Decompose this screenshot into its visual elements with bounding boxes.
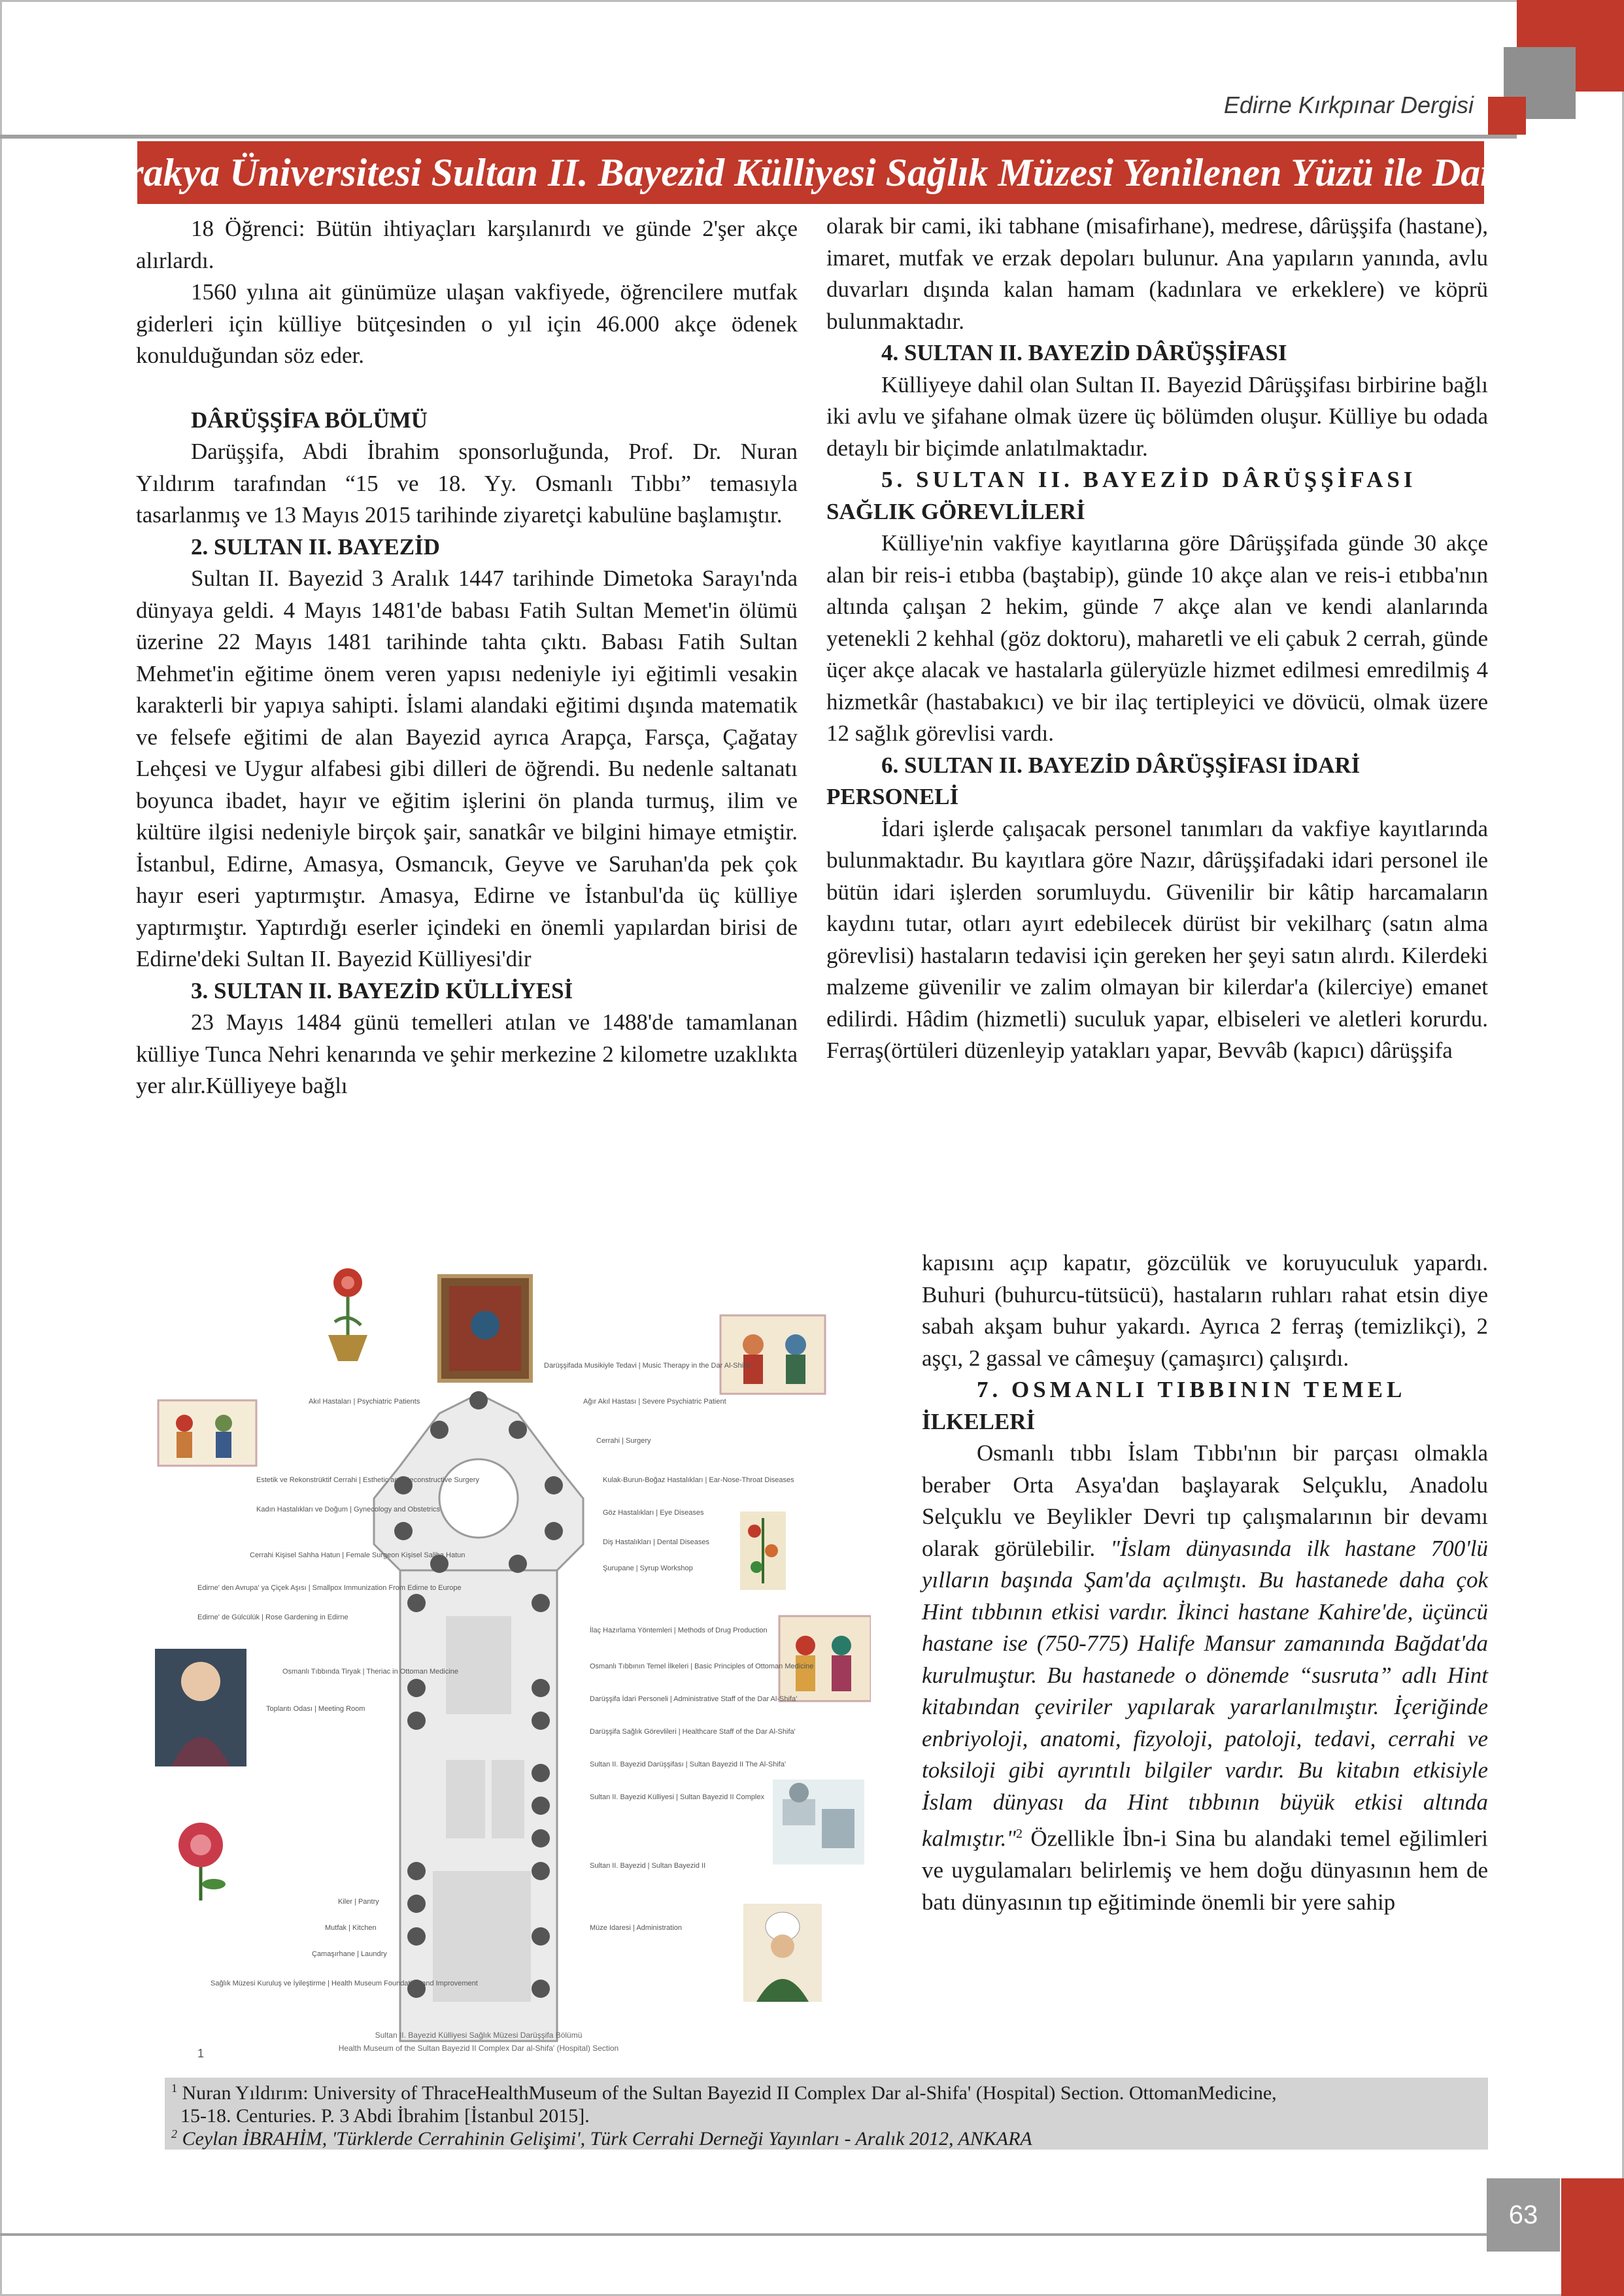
footer-rule [0, 2233, 1487, 2236]
header-rule [0, 135, 1517, 139]
footnote-1 [171, 2082, 1277, 2104]
section-heading: 5. SULTAN II. BAYEZİD DÂRÜŞŞİFASI [881, 467, 1417, 492]
plan-label: Darüşşifa Sağlık Görevlileri | Healthcare Staff of the Dar Al-Shifa' [590, 1728, 796, 1736]
section-heading: İLKELERİ [922, 1408, 1036, 1434]
plan-label: Osmanlı Tıbbının Temel İlkeleri | Basic Principles of Ottoman Medicine [590, 1663, 814, 1670]
physicians-miniature-top-right [720, 1315, 825, 1394]
right-narrow-column [922, 1247, 1488, 1918]
footnotes-box [165, 2078, 1488, 2150]
footnote-mark: 1 [171, 2082, 177, 2095]
paragraph: Sultan II. Bayezid 3 Aralık 1447 tarihinde Dimetoka Sarayı'nda dünyaya geldi. 4 Mayıs 1481'de babası Fatih Sultan Memet'in ölümü üzerine 22 Mayıs 1481 tarihinde tahta çıktı. Babası Fatih Sultan Mehmet'in eğitime önem veren yapısı nedeniyle iyi eğitimli vesakin karakterli bir yapıya sahipti. İslami alandaki eğitimi dışında matematik ve felsefe eğitimi de alan Bayezid ayrıca Arapça, Farsça, Çağatay Lehçesi ve Uygur alfabesi gibi dilleri de öğrendi. Bu nedenle saltanatı boyunca ibadet, hayır ve eğitim işlerini ön planda turmuş, ilim ve kültüre ilgisi nedeniyle birçok şair, sanatkâr ve bilgini himaye etmiştir. İstanbul, Edirne, Amasya, Osmancık, Geyve ve Saruhan'da pek çok hayır eseri yaptırmıştır. Amasya, Edirne ve İstanbul'da üç külliye yaptırmıştır. Yaptırdığı eserler içindeki en önemli yapılardan birisi de Edirne'deki Sultan II. Bayezid Külliyesi'dir [136, 566, 798, 971]
museum-floor-plan-figure [152, 1263, 871, 2067]
page-number: 63 [1487, 2178, 1560, 2252]
article-title: T.C. Trakya Üniversitesi Sultan II. Bayezid Külliyesi Sağlık Müzesi Yenilenen Yüzü ile Darüşşifa [29, 150, 1592, 194]
healers-miniature-right [779, 1616, 871, 1701]
plan-label: Cerrahi Kişisel Sahha Hatun | Female Surgeon Kişisel Saliha Hatun [250, 1551, 465, 1559]
footnote-mark: 2 [171, 2127, 177, 2140]
paragraph: 18 Öğrenci: Bütün ihtiyaçları karşılanırdı ve günde 2'şer akçe alırlardı. [136, 216, 798, 273]
plan-label: İlaç Hazırlama Yöntemleri | Methods of Drug Production [590, 1627, 768, 1634]
plan-label: Cerrahi | Surgery [596, 1437, 651, 1445]
paragraph: Külliyeye dahil olan Sultan II. Bayezid Dârüşşifası birbirine bağlı iki avlu ve şifahane olmak üzere üç bölümden oluşur. Külliye bu odada detaylı bir biçimde anlatılmaktadır. [826, 371, 1488, 461]
plan-label: Sultan II. Bayezid Darüşşifası | Sultan Bayezid II The Al-Shifa' [590, 1761, 787, 1768]
rose-illustration-left [178, 1823, 226, 1900]
figure-number: 1 [197, 2047, 205, 2060]
footer-red-block [1561, 2178, 1624, 2296]
complex-aerial-illustration [773, 1780, 864, 1865]
sultan-portrait-illustration [743, 1904, 822, 2002]
section-heading: 3. SULTAN II. BAYEZİD KÜLLİYESİ [191, 977, 573, 1004]
section-heading: 2. SULTAN II. BAYEZİD [191, 533, 440, 560]
section-heading: DÂRÜŞŞİFA BÖLÜMÜ [191, 407, 428, 433]
plan-label: Toplantı Odası | Meeting Room [266, 1705, 365, 1713]
paragraph: olarak bir cami, iki tabhane (misafirhane), medrese, dârüşşifa (hastane), imaret, mutfak ve erzak depoları bulunur. Ana yapıların yanında, avlu duvarları dışında kalan hamam (kadınlara ve erkeklere) ve köprü bulunmaktadır. [826, 213, 1488, 334]
paragraph: kapısını açıp kapatır, gözcülük ve koruyuculuk yapardı. Buhuri (buhurcu-tütsücü), hastaların ruhları rahat etsin diye sabah akşam buhur yakardı. Ayrıca 2 ferraş (temizlikçi), 2 aşçı, 2 gassal ve câmeşuy (çamaşırcı) çalışırdı. [922, 1250, 1488, 1371]
figure-caption-line2: Health Museum of the Sultan Bayezid II Complex Dar al-Shifa' (Hospital) Section [338, 2044, 619, 2053]
plan-label: Darüşşifada Musikiyle Tedavi | Music Therapy in the Dar Al-Shifa' [544, 1362, 751, 1370]
plan-label: Çamaşırhane | Laundry [312, 1950, 387, 1958]
section-heading: 6. SULTAN II. BAYEZİD DÂRÜŞŞİFASI İDARİ [881, 752, 1361, 778]
portrait-woman-illustration [155, 1649, 246, 1766]
paragraph: İdari işlerde çalışacak personel tanımları da vakfiye kayıtlarında bulunmaktadır. Bu kayıtlara göre Nazır, dârüşşifadaki idari personel ile bütün idari işlerden sorumluydu. Güvenilir bir kâtip harcamaların kaydını tutar, otları ayırt edebilecek dürüst bir vekilharç (satın alma görevlisi) hastaların tedavisi için gereken her şeyi satın alırdı. Kilerdeki malzeme güvenilir ve zalim olmayan bir kilerdar'a (kilerciye) emanet edilirdi. Hâdim (hizmetli) suculuk yapar, elbiseleri ve aletleri korurdu. Ferraş(örtüleri düzenleyip yatakları yapar, Bevvâb (kapıcı) dârüşşifa [826, 815, 1488, 1063]
plan-label: Estetik ve Rekonstrüktif Cerrahi | Esthetic and Reconstructive Surgery [256, 1476, 479, 1484]
plan-label: Sultan II. Bayezid Külliyesi | Sultan Bayezid II Complex [590, 1793, 764, 1801]
plan-label: Diş Hastalıkları | Dental Diseases [603, 1538, 710, 1546]
title-banner [29, 141, 1592, 204]
plan-label: Mutfak | Kitchen [325, 1924, 377, 1932]
plan-label: Kulak-Burun-Boğaz Hastalıkları | Ear-Nose-Throat Diseases [603, 1476, 794, 1484]
plan-label: Edirne' den Avrupa' ya Çiçek Aşısı | Smallpox Immunization From Edirne to Europe [197, 1584, 462, 1592]
plan-label: Ağır Akıl Hastası | Severe Psychiatric Patient [583, 1398, 726, 1406]
plan-label: Sağlık Müzesi Kuruluş ve İyileştirme | Health Museum Foundation and Improvement [211, 1980, 478, 1987]
plan-label: Edirne' de Gülcülük | Rose Gardening in Edirne [197, 1613, 348, 1621]
section-heading: 4. SULTAN II. BAYEZİD DÂRÜŞŞİFASI [881, 340, 1287, 365]
plan-label: Kiler | Pantry [338, 1898, 379, 1906]
left-column [136, 213, 798, 1102]
plan-label: Şurupane | Syrup Workshop [603, 1564, 693, 1572]
footnote-1-cont: 15-18. Centuries. P. 3 Abdi İbrahim [İstanbul 2015]. [180, 2105, 590, 2127]
plan-label: Akıl Hastaları | Psychiatric Patients [309, 1398, 420, 1406]
footnote-text: Ceylan İBRAHİM, 'Türklerde Cerrahinin Gelişimi', Türk Cerrahi Derneği Yayınları - Aralık 2012, ANKARA [182, 2128, 1032, 2150]
paragraph [922, 1438, 1488, 1918]
miniature-painting-top [439, 1276, 531, 1381]
paragraph-text: Özellikle İbn-i Sina bu alandaki temel eğilimleri ve uygulamaları belirlemiş ve hem doğu dünyasının hem de batı dünyasının tıp eğitiminde önemli bir yere sahip [922, 1825, 1488, 1915]
figure-caption-line1: Sultan II. Bayezid Külliyesi Sağlık Müzesi Darüşşifa Bölümü [375, 2031, 583, 2040]
journal-name: Edirne Kırkpınar Dergisi [1223, 92, 1474, 118]
plan-label: Osmanlı Tıbbında Tiryak | Theriac in Ottoman Medicine [282, 1668, 459, 1676]
doctors-miniature-left [158, 1400, 256, 1466]
footnote-2 [171, 2127, 1032, 2150]
floor-plan-svg [152, 1263, 871, 2067]
flower-vase-illustration [325, 1263, 371, 1361]
section-heading: 7. OSMANLI TIBBININ TEMEL [977, 1377, 1406, 1402]
plan-label: Göz Hastalıkları | Eye Diseases [603, 1509, 704, 1517]
footnote-text: Nuran Yıldırım: University of ThraceHealthMuseum of the Sultan Bayezid II Complex Dar al-Shifa' (Hospital) Section. OttomanMedicine, [182, 2082, 1277, 2104]
paragraph: 1560 yılına ait günümüze ulaşan vakfiyede, öğrencilere mutfak giderleri için külliye bütçesinden o yıl için 46.000 akçe ödenek konulduğundan söz eder. [136, 279, 798, 368]
footnote-ref: 2 [1016, 1827, 1023, 1841]
section-heading: SAĞLIK GÖREVLİLERİ [826, 498, 1085, 524]
plan-label: Müze Idaresi | Administration [590, 1924, 683, 1932]
right-column [826, 211, 1488, 1067]
corner-small-red-square [1488, 97, 1526, 135]
paragraph: 23 Mayıs 1484 günü temelleri atılan ve 1488'de tamamlanan külliye Tunca Nehri kenarında ve şehir merkezine 2 kilometre uzaklıkta yer alır.Külliyeye bağlı [136, 1009, 798, 1098]
paragraph: Darüşşifa, Abdi İbrahim sponsorluğunda, Prof. Dr. Nuran Yıldırım tarafından “15 ve 18. Yy. Osmanlı Tıbbı” temasıyla tasarlanmış ve 13 Mayıs 2015 tarihinde ziyaretçi kabulüne başlamıştır. [136, 439, 798, 528]
plan-label: Darüşşifa İdari Personeli | Administrative Staff of the Dar Al-Shifa' [590, 1695, 798, 1703]
quoted-text: "İslam dünyasında ilk hastane 700'lü yılların başında Şam'da açılmıştı. Bu hastanede daha çok Hint tıbbının etkisi vardır. İkinci hastane Kahire'de, üçüncü hastane ise (750-775) Halife Mansur zamanında Bağdat'da kurulmuştur. Bu hastanede o dönemde “susruta” adlı Hint kitabından çeviriler yapılarak yararlanılmıştır. İçeriğinde enbriyoloji, anatomi, fizyoloji, patoloji, tedavi, cerrahi ve toksiloji gibi ayrıntılı bilgiler vardır. Bu kitabın etkisiyle İslam dünyası da Hint tıbbının büyük etkisi altında kalmıştır." [922, 1535, 1488, 1851]
paragraph: Külliye'nin vakfiye kayıtlarına göre Dârüşşifada günde 30 akçe alan bir reis-i etıbba (baştabip), günde 10 akçe alan ve reis-i etıbba'nın altında çalışan 2 hekim, günde 7 akçe alan ve kendi alanlarında yetenekli 2 kehhal (göz doktoru), maharetli ve eli çabuk 2 cerrah, günde üçer akçe alacak ve hastalarla güleryüzle hizmet edilmesi emredilmiş 4 hizmetkâr (hastabakıcı) ve bir ilaç tertipleyici ve dövücü, olmak üzere 12 sağlık görevlisi vardı. [826, 530, 1488, 746]
plan-label: Kadın Hastalıkları ve Doğum | Gynecology and Obstetrics [256, 1506, 441, 1513]
section-heading: PERSONELİ [826, 784, 959, 809]
paragraph-text: Osmanlı tıbbı İslam Tıbbı'nın bir parçası olmakla beraber Orta Asya'dan başlayarak Selçuklu, Anadolu Selçuklu ve Beylikler Devri tıp çalışmalarının bir devamı olarak görülebilir. [922, 1440, 1488, 1561]
plan-label: Sultan II. Bayezid | Sultan Bayezid II [590, 1862, 706, 1870]
plant-illustration-right [740, 1511, 786, 1590]
